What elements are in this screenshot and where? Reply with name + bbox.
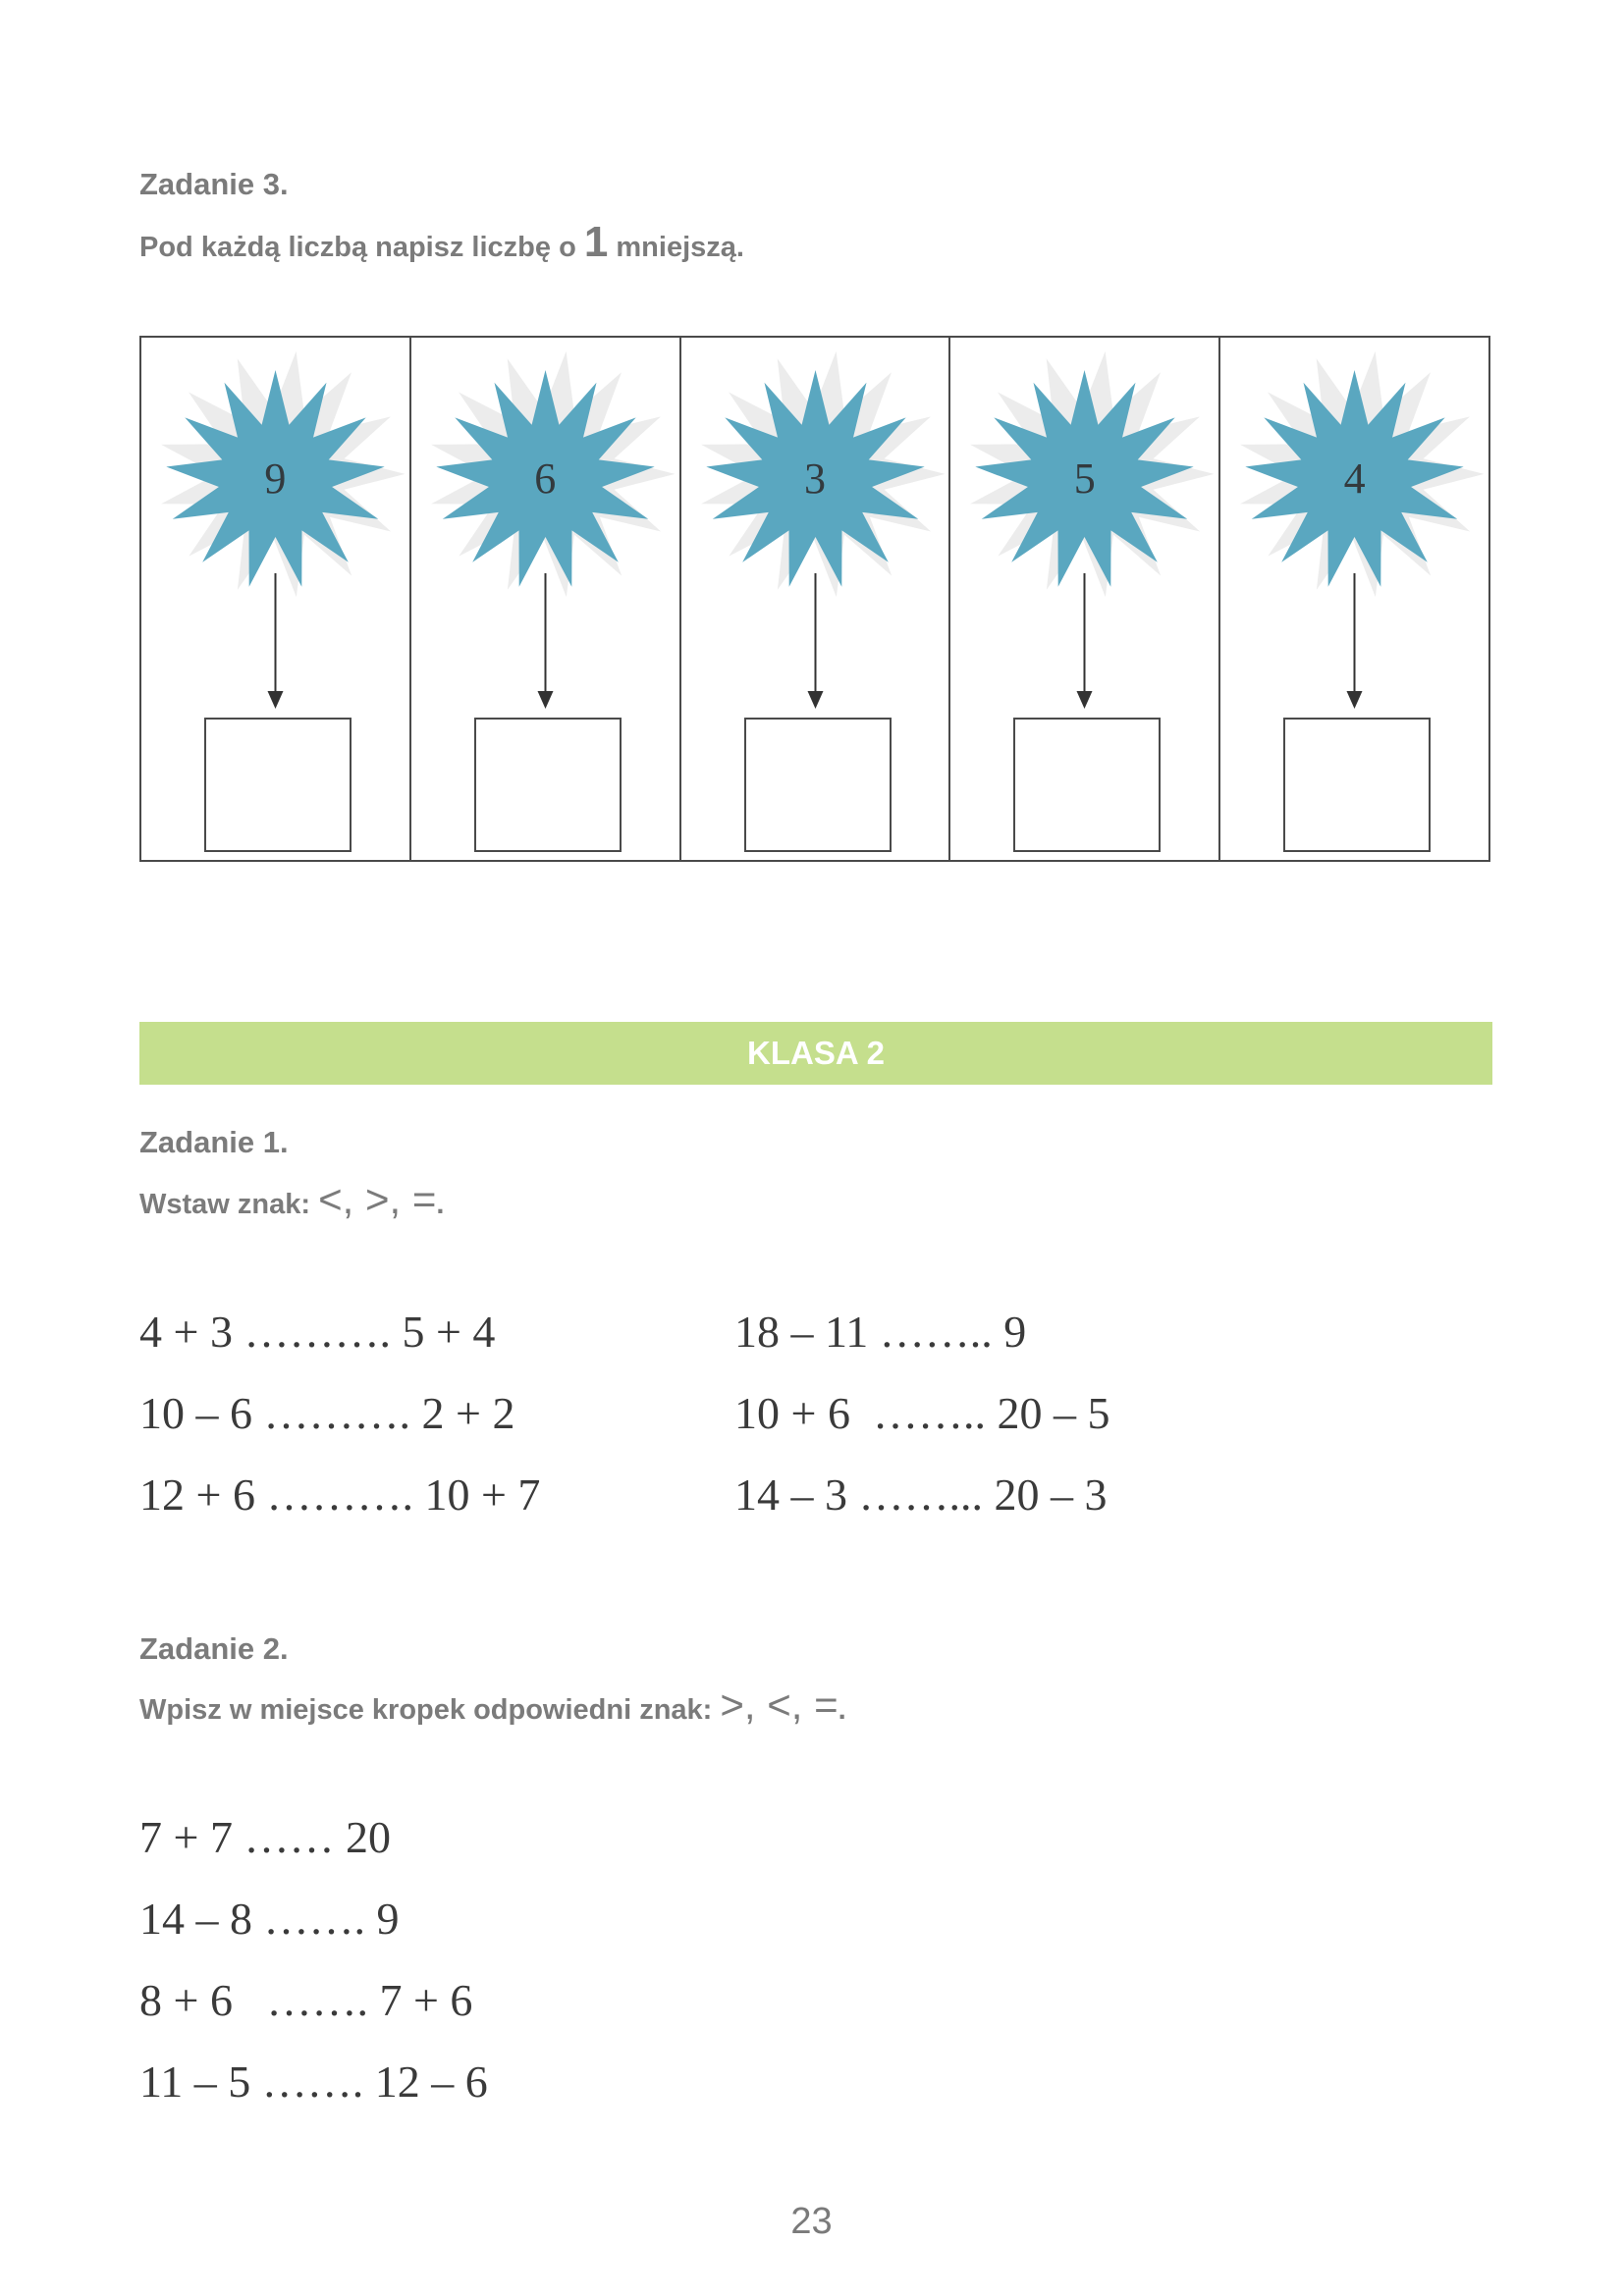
burst-number: 5 <box>1073 454 1096 503</box>
task3-title: Zadanie 3. <box>139 167 289 201</box>
comparison-line[interactable]: 18 – 11 …….. 9 <box>734 1307 1027 1357</box>
burst-number: 9 <box>264 454 287 503</box>
task3-instruction-number: 1 <box>583 218 609 266</box>
comparison-line[interactable]: 8 + 6 ……. 7 + 6 <box>139 1975 473 2025</box>
comparison-line[interactable]: 4 + 3 ………. 5 + 4 <box>139 1307 496 1357</box>
task3-instruction <box>139 218 744 267</box>
comparison-line[interactable]: 14 – 8 ……. 9 <box>139 1894 400 1944</box>
arrow-down-icon <box>537 691 553 709</box>
starburst-graphic <box>141 338 409 730</box>
number-panel <box>139 336 1490 862</box>
task2-period: . <box>838 1694 846 1726</box>
burst-number: 3 <box>803 454 826 503</box>
comparison-line[interactable]: 12 + 6 ………. 10 + 7 <box>139 1469 541 1520</box>
page-number: 23 <box>790 2201 833 2242</box>
number-cell <box>1220 338 1488 860</box>
number-cell <box>411 338 681 860</box>
burst-number: 6 <box>534 454 557 503</box>
starburst-graphic <box>411 338 679 730</box>
number-cell <box>681 338 951 860</box>
starburst-graphic <box>1220 338 1488 730</box>
answer-box[interactable] <box>474 718 622 852</box>
starburst-graphic <box>681 338 949 730</box>
answer-box[interactable] <box>204 718 352 852</box>
comparison-line[interactable]: 7 + 7 …… 20 <box>139 1812 391 1862</box>
comparison-line[interactable]: 10 – 6 ………. 2 + 2 <box>139 1388 515 1438</box>
task3-instruction-before: Pod każdą liczbą napisz liczbę o <box>139 232 584 263</box>
comparison-line[interactable]: 14 – 3 ……... 20 – 3 <box>734 1469 1108 1520</box>
task2-signs: >, <, = <box>720 1682 839 1728</box>
task2-instruction-text: Wpisz w miejsce kropek odpowiedni znak: <box>139 1694 721 1726</box>
task1-instruction-text: Wstaw znak: <box>139 1189 319 1220</box>
task2-title: Zadanie 2. <box>139 1631 289 1666</box>
burst-number: 4 <box>1343 454 1366 503</box>
comparison-line[interactable]: 11 – 5 ……. 12 – 6 <box>139 2056 488 2107</box>
task1-instruction <box>139 1176 444 1223</box>
task1-signs: <, >, = <box>318 1176 437 1222</box>
task1-title: Zadanie 1. <box>139 1125 289 1159</box>
arrow-down-icon <box>1347 691 1363 709</box>
comparison-line[interactable]: 10 + 6 …….. 20 – 5 <box>734 1388 1110 1438</box>
arrow-down-icon <box>807 691 823 709</box>
class-banner: KLASA 2 <box>139 1022 1492 1085</box>
number-cell <box>141 338 411 860</box>
number-cell <box>950 338 1220 860</box>
task2-instruction <box>139 1682 846 1729</box>
starburst-graphic <box>950 338 1218 730</box>
answer-box[interactable] <box>1013 718 1161 852</box>
task1-period: . <box>436 1189 445 1220</box>
arrow-down-icon <box>1077 691 1093 709</box>
answer-box[interactable] <box>1283 718 1431 852</box>
task3-instruction-after: mniejszą. <box>608 232 744 263</box>
answer-box[interactable] <box>744 718 892 852</box>
arrow-down-icon <box>268 691 284 709</box>
